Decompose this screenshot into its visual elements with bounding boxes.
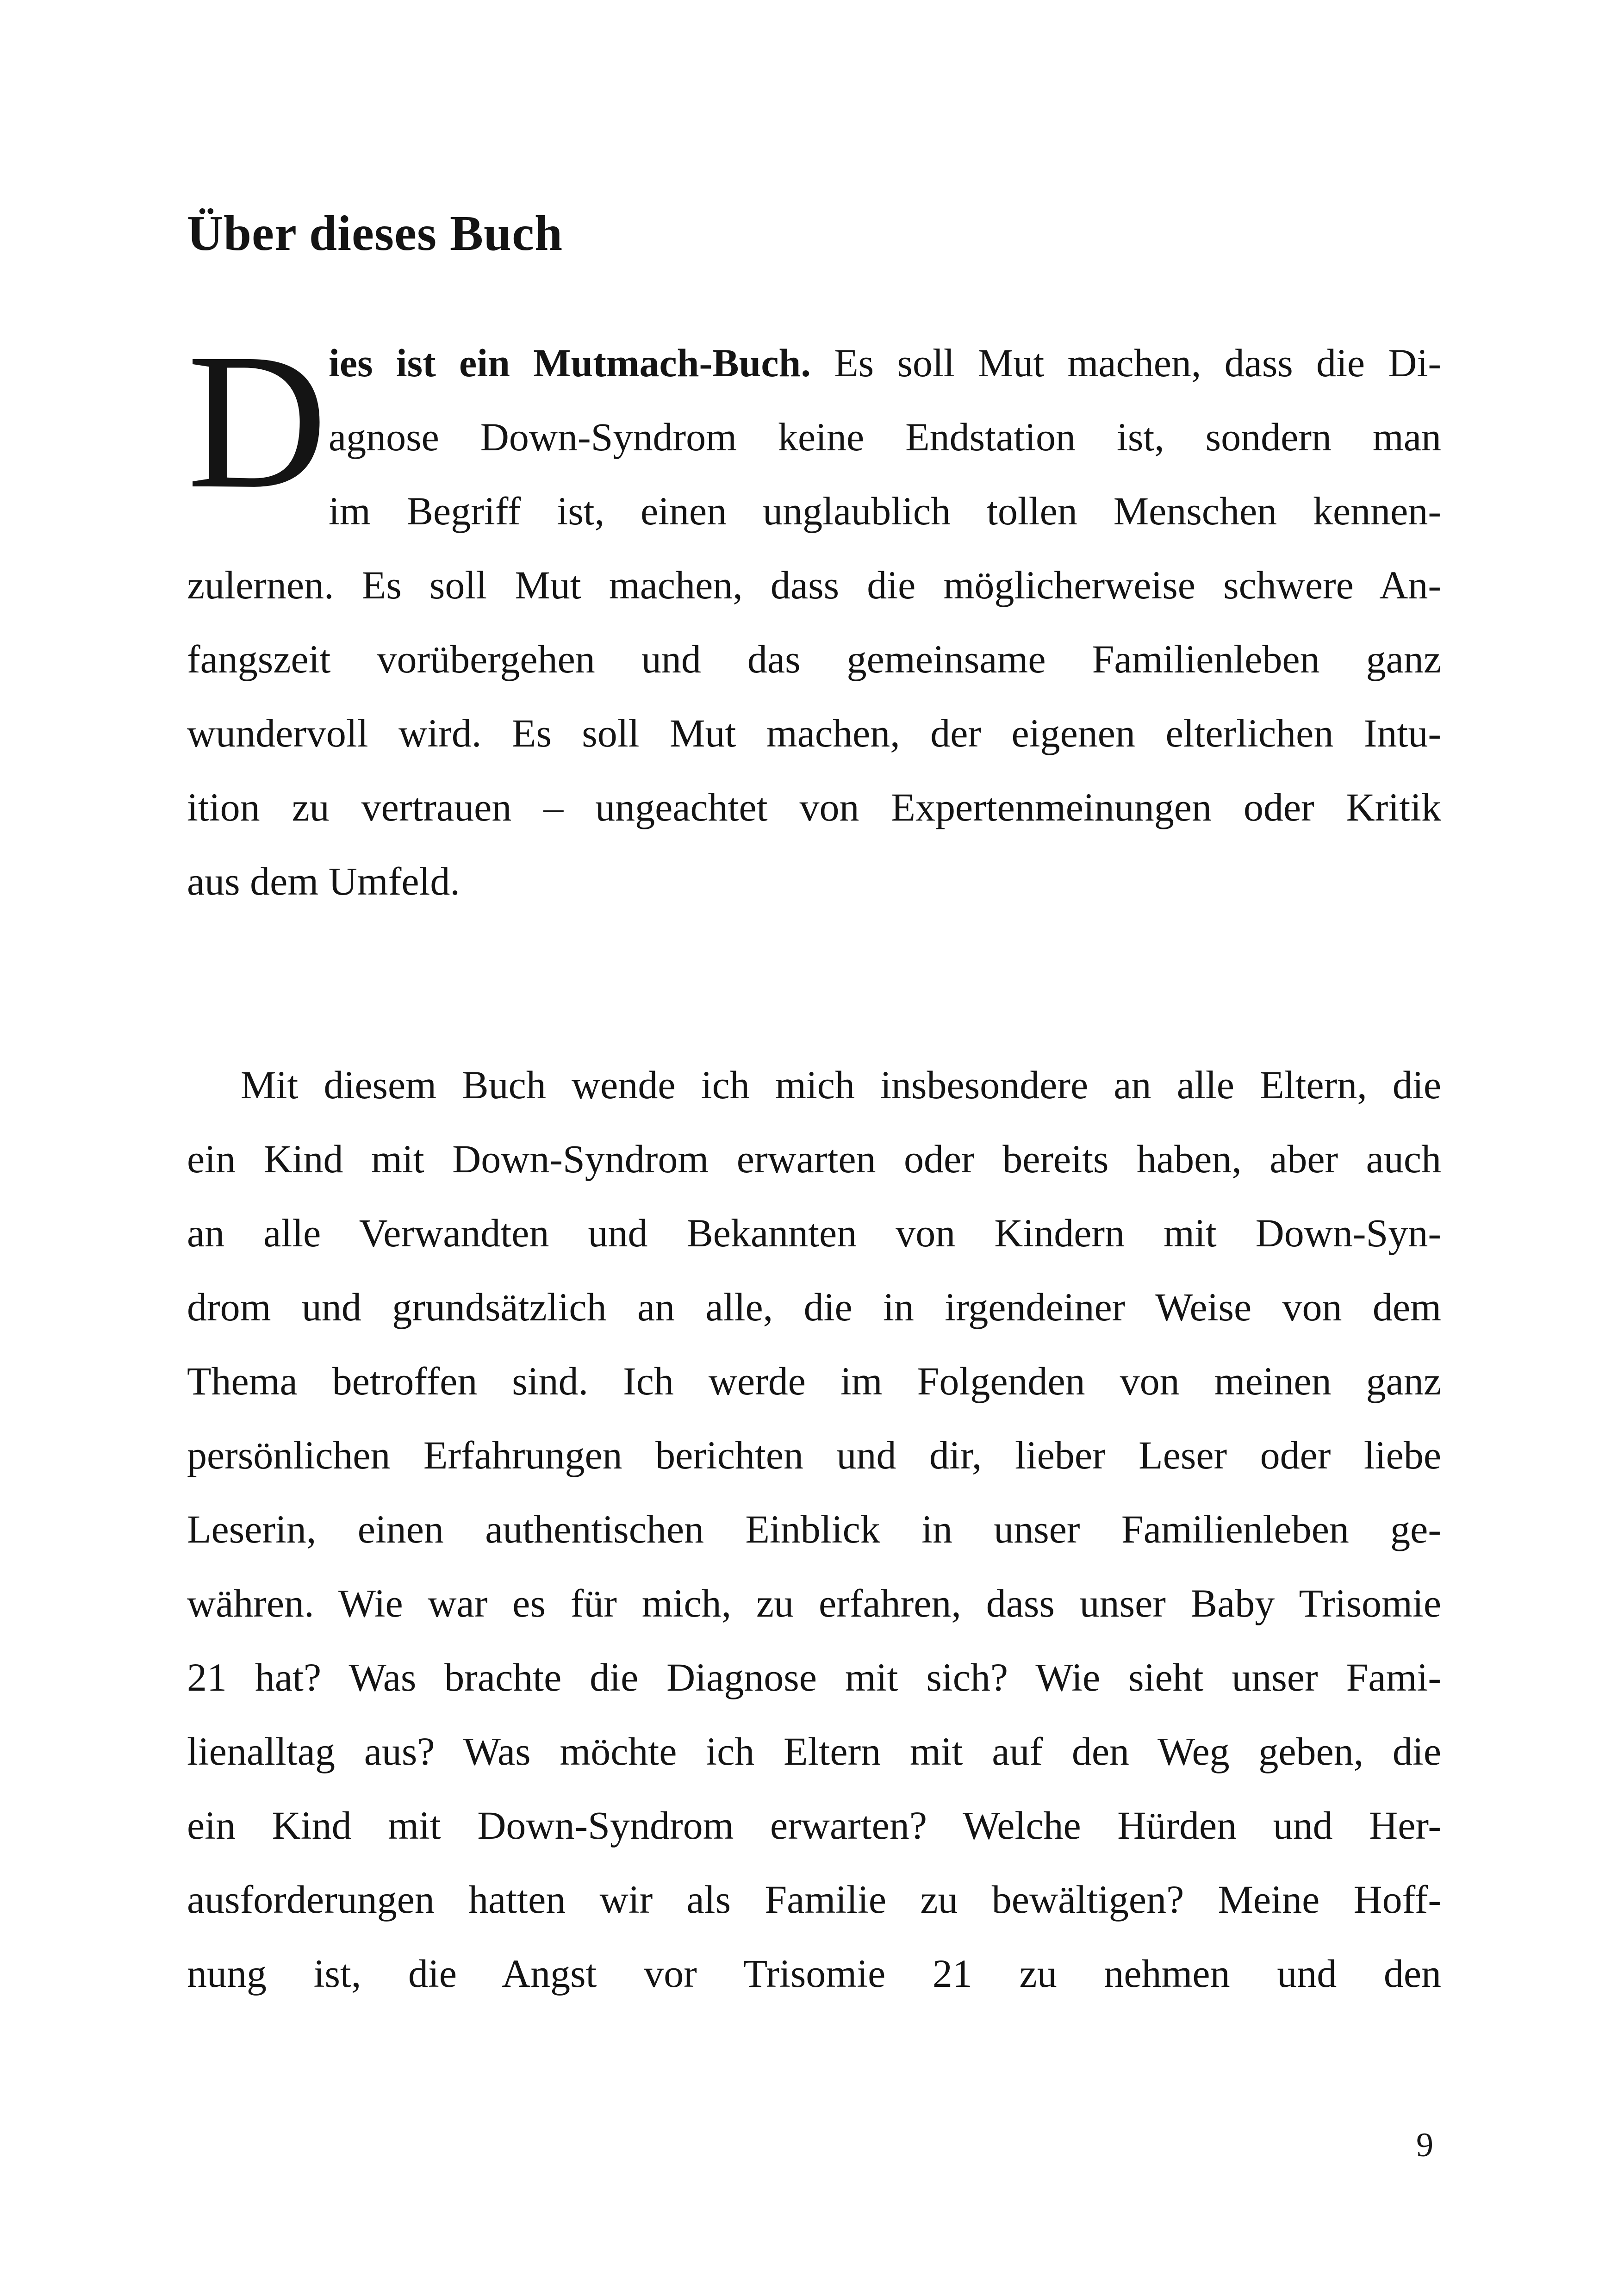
paragraph-line: an alle Verwandten und Bekannten von Kindern mit Down-Syn- [187, 1211, 1441, 1255]
chapter-heading: Über dieses Buch [187, 206, 563, 261]
paragraph-line [329, 337, 1441, 389]
paragraph-line: ein Kind mit Down-Syndrom erwarten oder bereits haben, aber auch [187, 1137, 1441, 1181]
paragraph-line: zulernen. Es soll Mut machen, dass die möglicherweise schwere An- [187, 563, 1441, 607]
drop-cap: D [187, 313, 328, 529]
paragraph-line: ausforderungen hatten wir als Familie zu bewältigen? Meine Hoff- [187, 1877, 1441, 1922]
page-number: 9 [1416, 2126, 1433, 2164]
paragraph-line: wundervoll wird. Es soll Mut machen, der eigenen elterlichen Intu- [187, 711, 1441, 755]
lead-in-text: ies ist ein Mutmach-Buch. [329, 341, 811, 385]
paragraph-line: nung ist, die Angst vor Trisomie 21 zu nehmen und den [187, 1951, 1441, 1996]
paragraph-line: persönlichen Erfahrungen berichten und dir, lieber Leser oder liebe [187, 1433, 1441, 1477]
paragraph-line: im Begriff ist, einen unglaublich tollen Menschen kennen- [329, 489, 1441, 533]
paragraph-line: fangszeit vorübergehen und das gemeinsame Familienleben ganz [187, 637, 1441, 681]
paragraph-line: Mit diesem Buch wende ich mich insbesondere an alle Eltern, die [241, 1063, 1441, 1107]
paragraph-line: agnose Down-Syndrom keine Endstation ist, sondern man [329, 415, 1441, 459]
paragraph-line: Thema betroffen sind. Ich werde im Folgenden von meinen ganz [187, 1359, 1441, 1403]
paragraph-line: lienalltag aus? Was möchte ich Eltern mit auf den Weg geben, die [187, 1729, 1441, 1773]
paragraph-line: aus dem Umfeld. [187, 859, 460, 903]
paragraph-line: 21 hat? Was brachte die Diagnose mit sich? Wie sieht unser Fami- [187, 1655, 1441, 1699]
paragraph-line: drom und grundsätzlich an alle, die in irgendeiner Weise von dem [187, 1285, 1441, 1329]
line-text: Es soll Mut machen, dass die Di- [810, 341, 1441, 385]
paragraph-line: ition zu vertrauen – ungeachtet von Expertenmeinungen oder Kritik [187, 785, 1441, 829]
paragraph-line: währen. Wie war es für mich, zu erfahren, dass unser Baby Trisomie [187, 1581, 1441, 1625]
paragraph-line: Leserin, einen authentischen Einblick in unser Familienleben ge- [187, 1507, 1441, 1551]
paragraph-line: ein Kind mit Down-Syndrom erwarten? Welche Hürden und Her- [187, 1803, 1441, 1848]
